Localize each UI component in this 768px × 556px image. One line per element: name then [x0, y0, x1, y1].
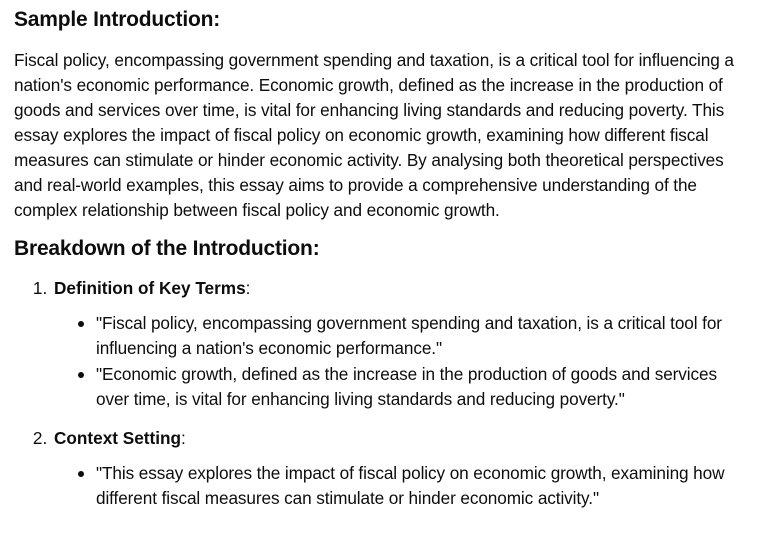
bullet-list: [54, 311, 754, 412]
bullet-item: "This essay explores the impact of fiscal policy on economic growth, examining how different fiscal measures can stimulate or hinder economic activity.": [96, 461, 754, 511]
bullet-list: [54, 461, 754, 511]
breakdown-item-title: Definition of Key Terms: [54, 278, 246, 298]
breakdown-heading: Breakdown of the Introduction:: [14, 237, 320, 260]
breakdown-item-key-terms: 1. Definition of Key Terms: "Fiscal policy, encompassing government spending and taxation, is a critical tool for influencing a nation's economic performance." "Economic growth, defined as the increase in the production of goods and services over time, is vital for enhancing living standards and reducing poverty.": [52, 276, 754, 412]
breakdown-item-context-setting: 2. Context Setting: "This essay explores the impact of fiscal policy on economic growth, examining how different fiscal measures can stimulate or hinder economic activity.": [52, 426, 754, 511]
sample-introduction-paragraph: Fiscal policy, encompassing government spending and taxation, is a critical tool for influencing a nation's economic performance. Economic growth, defined as the increase in the production of goods and services over time, is vital for enhancing living standards and reducing poverty. This essay explores the impact of fiscal policy on economic growth, examining how different fiscal measures can stimulate or hinder economic activity. By analysing both theoretical perspectives and real-world examples, this essay aims to provide a comprehensive understanding of the complex relationship between fiscal policy and economic growth.: [14, 50, 734, 220]
sample-introduction-heading: Sample Introduction:: [14, 8, 221, 31]
breakdown-item-title: Context Setting: [54, 428, 181, 448]
breakdown-list: [14, 276, 754, 511]
bullet-item: "Fiscal policy, encompassing government spending and taxation, is a critical tool for influencing a nation's economic performance.": [96, 311, 754, 361]
bullet-item: "Economic growth, defined as the increase in the production of goods and services over time, is vital for enhancing living standards and reducing poverty.": [96, 362, 754, 412]
